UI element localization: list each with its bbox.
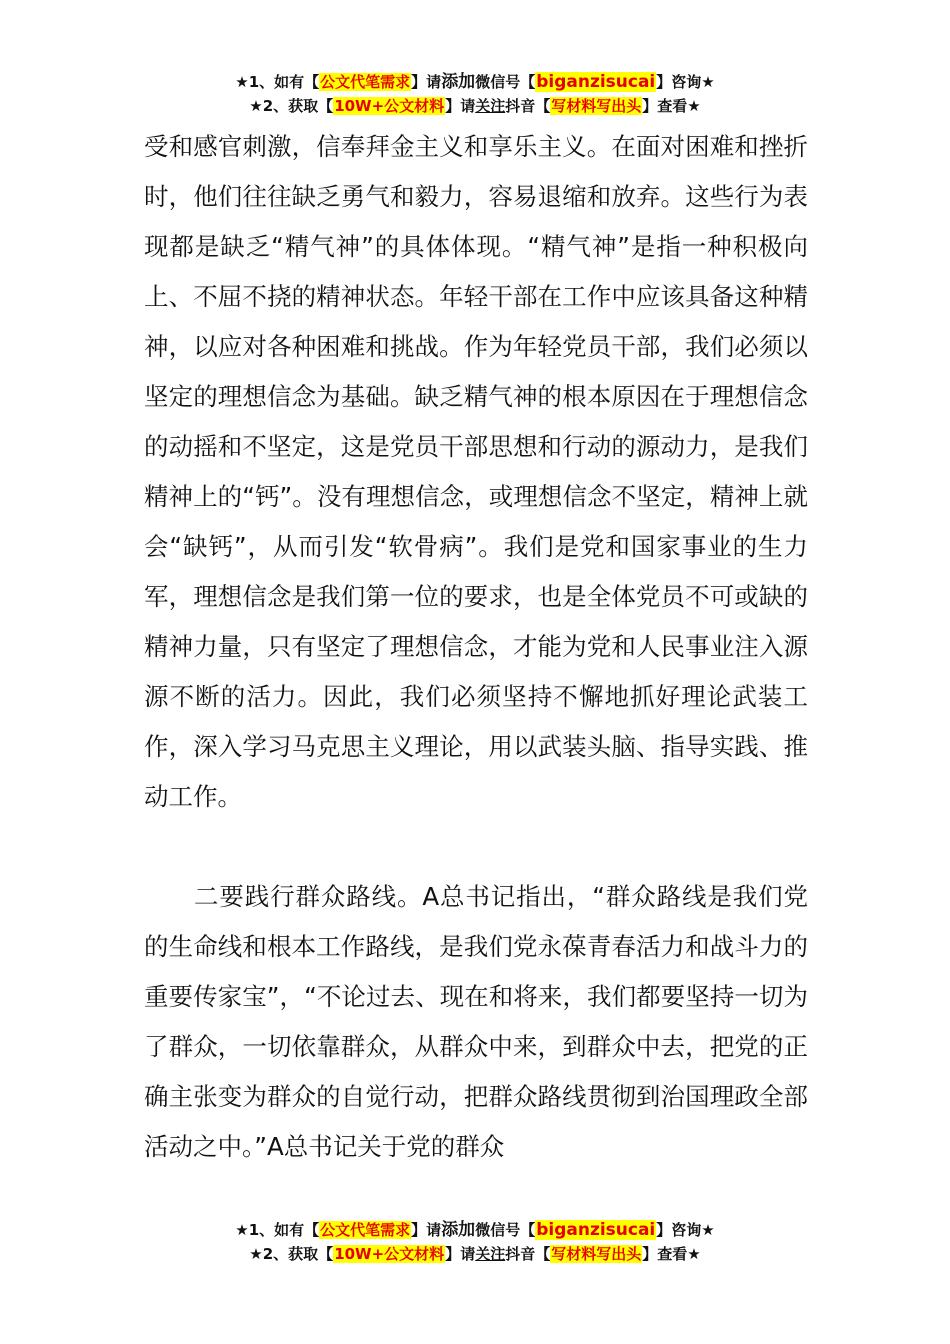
promo-text: 抖音【 [505, 1245, 551, 1263]
promo-text: 微信号【 [475, 1221, 536, 1239]
promo-text: ★1、如有【 [235, 73, 320, 91]
promo-text: 】请 [445, 1245, 476, 1263]
header-promo-banner [0, 70, 950, 118]
promo-highlight: biganzisucai [536, 72, 656, 92]
promo-highlight: 写材料写出头 [551, 97, 642, 115]
promo-highlight: biganzisucai [536, 1220, 656, 1240]
body-paragraph: 受和感官刺激，信奉拜金主义和享乐主义。在面对困难和挫折时，他们往往缺乏勇气和毅力，容易退缩和放弃。这些行为表现都是缺乏“精气神”的具体体现。“精气神”是指一种积极向上、不屈不挠的精神状态。年轻干部在工作中应该具备这种精神，以应对各种困难和挑战。作为年轻党员干部，我们必须以坚定的理想信念为基础。缺乏精气神的根本原因在于理想信念的动摇和不坚定，这是党员干部思想和行动的源动力，是我们精神上的“钙”。没有理想信念，或理想信念不坚定，精神上就会“缺钙”，从而引发“软骨病”。我们是党和国家事业的生力军，理想信念是我们第一位的要求，也是全体党员不可或缺的精神力量，只有坚定了理想信念，才能为党和人民事业注入源源不断的活力。因此，我们必须坚持不懈地抓好理论武装工作，深入学习马克思主义理论，用以武装头脑、指导实践、推动工作。 [144, 132, 808, 811]
promo-text: ★2、获取【 [249, 97, 334, 115]
promo-highlight: 公文代笔需求 [320, 1221, 411, 1239]
promo-text: ★2、获取【 [249, 1245, 334, 1263]
promo-text: 】查看★ [642, 1245, 701, 1263]
promo-text: 】请 [411, 1221, 442, 1239]
promo-text: 】请 [445, 97, 476, 115]
promo-text: 】咨询★ [656, 1221, 715, 1239]
promo-emphasis: 添加 [441, 72, 476, 92]
body-paragraph: 二要践行群众路线。A总书记指出，“群众路线是我们党的生命线和根本工作路线，是我们党永葆青春活力和战斗力的重要传家宝”，“不论过去、现在和将来，我们都要坚持一切为了群众，一切依靠群众，从群众中来，到群众中去，把党的正确主张变为群众的自觉行动，把群众路线贯彻到治国理政全部活动之中。”A总书记关于党的群众 [144, 882, 808, 1161]
promo-line-2 [0, 1242, 950, 1266]
promo-text: ★1、如有【 [235, 1221, 320, 1239]
promo-text: 微信号【 [475, 73, 536, 91]
promo-line-1 [0, 70, 950, 94]
promo-emphasis: 关注 [475, 1245, 506, 1263]
promo-highlight: 公文代笔需求 [320, 73, 411, 91]
promo-text: 】请 [411, 73, 442, 91]
promo-highlight: 写材料写出头 [551, 1245, 642, 1263]
promo-emphasis: 添加 [441, 1220, 476, 1240]
promo-highlight: 10W+公文材料 [334, 1245, 445, 1263]
footer-promo-banner [0, 1218, 950, 1266]
promo-text: 抖音【 [505, 97, 551, 115]
promo-emphasis: 关注 [475, 97, 506, 115]
promo-text: 】查看★ [642, 97, 701, 115]
promo-line-2 [0, 94, 950, 118]
promo-highlight: 10W+公文材料 [334, 97, 445, 115]
document-body [144, 122, 808, 1172]
promo-text: 】咨询★ [656, 73, 715, 91]
promo-line-1 [0, 1218, 950, 1242]
